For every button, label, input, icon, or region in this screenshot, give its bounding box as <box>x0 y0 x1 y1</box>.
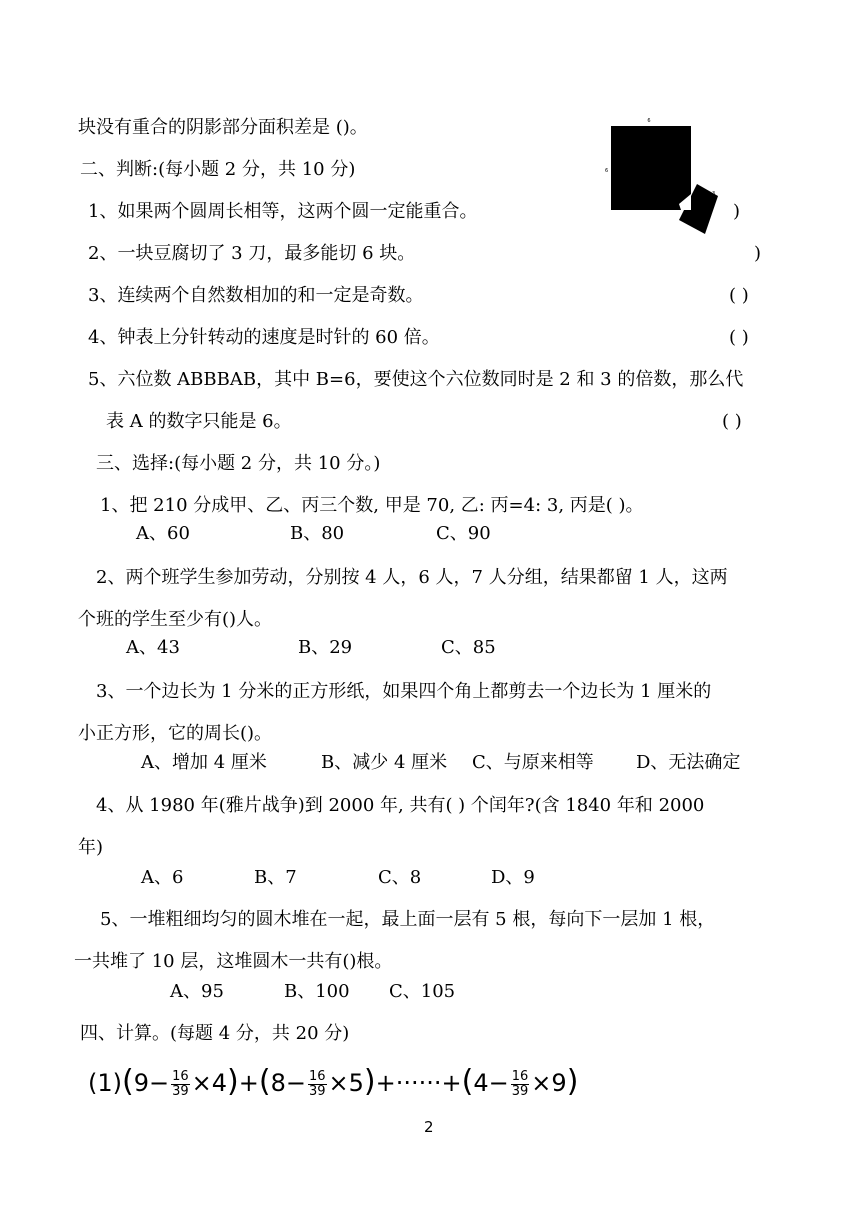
fraction-1 <box>171 1070 190 1099</box>
judge-1: 1、如果两个圆周长相等，这两个圆一定能重合。 <box>88 201 478 222</box>
choice-1-option-c: C、90 <box>436 523 491 544</box>
choice-4-option-b: B、7 <box>254 867 297 888</box>
term1-b: 4 <box>211 1069 228 1097</box>
choice-1-option-b: B、80 <box>290 523 345 544</box>
fraction-3 <box>511 1070 530 1099</box>
choice-2-line-2: 个班的学生至少有()人。 <box>78 609 273 630</box>
choice-2-option-a: A、43 <box>126 637 180 658</box>
line-l0: 块没有重合的阴影部分面积差是 ()。 <box>78 117 368 138</box>
judge-5-line-2: 表 A 的数字只能是 6。 <box>106 411 292 432</box>
judge-5-line-1: 5、六位数 ABBBAB，其中 B=6，要使这个六位数同时是 2 和 3 的倍数，那么代 <box>88 369 744 390</box>
judge-3-paren: ( ) <box>729 285 749 306</box>
judge-4: 4、钟表上分针转动的速度是时针的 60 倍。 <box>88 327 440 348</box>
frac-num: 16 <box>511 1068 529 1084</box>
section-4-heading: 四、计算。(每题 4 分，共 20 分) <box>80 1023 350 1044</box>
choice-4-line-1: 4、从 1980 年(雅片战争)到 2000 年, 共有( ) 个闰年?(含 1840 年和 2000 <box>96 795 705 816</box>
choice-3-line-2: 小正方形，它的周长()。 <box>78 723 273 744</box>
judge-5-paren: ( ) <box>722 411 742 432</box>
choice-5-line-2: 一共堆了 10 层，这堆圆木一共有()根。 <box>74 951 393 972</box>
choice-2-line-1: 2、两个班学生参加劳动，分别按 4 人，6 人，7 人分组，结果都留 1 人，这两 <box>96 567 728 588</box>
choice-4-line-2: 年) <box>78 837 104 858</box>
ellipsis: ······ <box>395 1069 442 1097</box>
frac-den: 39 <box>172 1083 189 1099</box>
choice-5-option-b: B、100 <box>284 981 350 1002</box>
choice-2-option-c: C、85 <box>441 637 496 658</box>
judge-4-paren: ( ) <box>729 327 749 348</box>
choice-5-line-1: 5、一堆粗细均匀的圆木堆在一起，最上面一层有 5 根，每向下一层加 1 根， <box>100 909 716 930</box>
choice-3-option-a: A、增加 4 厘米 <box>141 752 267 773</box>
term3-a: 4 <box>473 1069 489 1097</box>
frac-den: 39 <box>308 1083 326 1099</box>
choice-1: 1、把 210 分成甲、乙、丙三个数, 甲是 70, 乙: 丙=4: 3, 丙是( )。 <box>100 495 644 516</box>
calc-prefix: (1) <box>88 1069 122 1097</box>
frac-num: 16 <box>172 1068 189 1084</box>
frac-den: 39 <box>511 1083 529 1099</box>
judge-3: 3、连续两个自然数相加的和一定是奇数。 <box>88 285 424 306</box>
judge-1-paren: ) <box>733 201 741 222</box>
term2-a: 8 <box>270 1069 286 1097</box>
choice-4-option-a: A、6 <box>141 867 184 888</box>
choice-4-option-c: C、8 <box>378 867 422 888</box>
section-2-heading: 二、判断:(每小题 2 分，共 10 分) <box>80 159 356 180</box>
label-left: 6 <box>605 168 609 174</box>
choice-3-option-c: C、与原来相等 <box>472 752 594 773</box>
term2-b: 5 <box>348 1069 364 1097</box>
label-top: 6 <box>647 118 651 124</box>
choice-5-option-a: A、95 <box>170 981 224 1002</box>
squares-svg <box>605 116 730 241</box>
large-square <box>611 126 691 210</box>
section-3-heading: 三、选择:(每小题 2 分，共 10 分。) <box>96 453 381 474</box>
term3-b: 9 <box>551 1069 567 1097</box>
fraction-2 <box>308 1070 327 1099</box>
choice-3-line-1: 3、一个边长为 1 分米的正方形纸，如果四个角上都剪去一个边长为 1 厘米的 <box>96 681 712 702</box>
choice-5-option-c: C、105 <box>389 981 456 1002</box>
term1-a: 9 <box>133 1069 149 1097</box>
choice-2-option-b: B、29 <box>298 637 353 658</box>
choice-3-option-d: D、无法确定 <box>636 752 741 773</box>
overlapping-squares-figure <box>605 116 730 241</box>
choice-4-option-d: D、9 <box>491 867 535 888</box>
choice-1-option-a: A、60 <box>136 523 190 544</box>
judge-2: 2、一块豆腐切了 3 刀，最多能切 6 块。 <box>88 243 416 264</box>
judge-2-paren: ) <box>754 243 762 264</box>
choice-3-option-b: B、减少 4 厘米 <box>321 752 448 773</box>
calc-expression-1: (1)(9− $\frac{16}{39}$ ×4)+(8− $\frac{16}{39}$ ×5)+······+(4− $\frac{16}{39}$ ×9) <box>88 1064 579 1099</box>
label-small: 3 <box>712 191 716 197</box>
frac-num: 16 <box>308 1068 326 1084</box>
page-number: 2 <box>424 1118 434 1136</box>
